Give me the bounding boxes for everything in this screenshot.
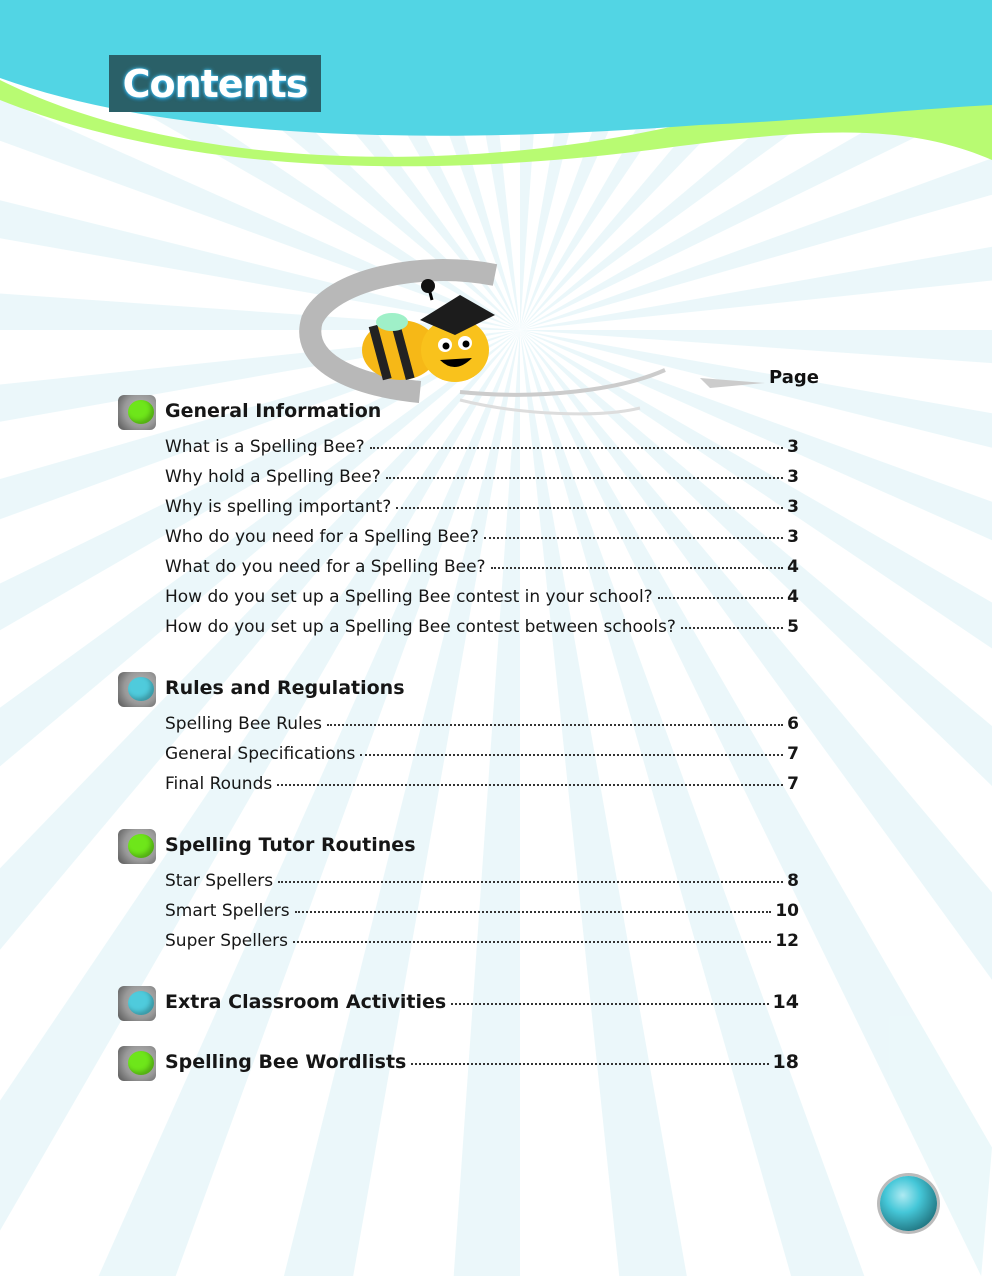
leader-dots bbox=[484, 537, 783, 539]
toc-entry-label: How do you set up a Spelling Bee contest between schools? bbox=[165, 617, 676, 637]
section-heading-label: General Information bbox=[165, 400, 382, 422]
section-heading[interactable] bbox=[165, 400, 799, 422]
toc-entry-label: Who do you need for a Spelling Bee? bbox=[165, 527, 479, 547]
page-number: 8 bbox=[787, 871, 799, 891]
page-number: 3 bbox=[787, 497, 799, 517]
toc-entry[interactable] bbox=[165, 587, 799, 607]
leader-dots bbox=[327, 724, 783, 726]
leader-dots bbox=[293, 941, 771, 943]
toc-entry[interactable] bbox=[165, 901, 799, 921]
contents-title-banner bbox=[109, 55, 321, 112]
leader-dots bbox=[681, 627, 783, 629]
leader-dots bbox=[386, 477, 783, 479]
section-heading[interactable] bbox=[165, 1051, 799, 1073]
toc-entry[interactable] bbox=[165, 497, 799, 517]
toc-entry[interactable] bbox=[165, 744, 799, 764]
section-heading[interactable] bbox=[165, 991, 799, 1013]
toc-entry[interactable] bbox=[165, 617, 799, 637]
toc-entry-label: What do you need for a Spelling Bee? bbox=[165, 557, 486, 577]
page-number: 18 bbox=[772, 1051, 799, 1073]
leader-dots bbox=[451, 1003, 768, 1005]
page-number: 3 bbox=[787, 467, 799, 487]
page-number: 6 bbox=[787, 714, 799, 734]
page-number: 14 bbox=[772, 991, 799, 1013]
toc-entry[interactable] bbox=[165, 527, 799, 547]
toc-entry[interactable] bbox=[165, 931, 799, 951]
toc-entry[interactable] bbox=[165, 774, 799, 794]
page-number: 3 bbox=[787, 437, 799, 457]
toc-entry-label: What is a Spelling Bee? bbox=[165, 437, 365, 457]
leader-dots bbox=[278, 881, 783, 883]
cyan-bullet-icon bbox=[118, 986, 156, 1021]
leader-dots bbox=[277, 784, 783, 786]
leader-dots bbox=[295, 911, 772, 913]
section-heading-label: Rules and Regulations bbox=[165, 677, 405, 699]
page-number: 7 bbox=[787, 744, 799, 764]
page-number: 7 bbox=[787, 774, 799, 794]
section-heading-label: Spelling Bee Wordlists bbox=[165, 1051, 407, 1073]
cyan-bullet-icon bbox=[118, 672, 156, 707]
page-number: 4 bbox=[787, 557, 799, 577]
section-heading[interactable] bbox=[165, 834, 799, 856]
toc-entry-label: How do you set up a Spelling Bee contest in your school? bbox=[165, 587, 653, 607]
leader-dots bbox=[658, 597, 783, 599]
page-number: 10 bbox=[775, 901, 799, 921]
toc-entry-label: Smart Spellers bbox=[165, 901, 290, 921]
toc-entry[interactable] bbox=[165, 557, 799, 577]
toc-entry[interactable] bbox=[165, 871, 799, 891]
green-bullet-icon bbox=[118, 829, 156, 864]
page-column-label: Page bbox=[769, 367, 819, 388]
section-heading[interactable] bbox=[165, 677, 799, 699]
toc-entry-label: Super Spellers bbox=[165, 931, 289, 951]
section-heading-label: Extra Classroom Activities bbox=[165, 991, 447, 1013]
toc-entry-label: Spelling Bee Rules bbox=[165, 714, 323, 734]
toc-entry-label: Why hold a Spelling Bee? bbox=[165, 467, 381, 487]
section-heading-label: Spelling Tutor Routines bbox=[165, 834, 416, 856]
toc-entry[interactable] bbox=[165, 714, 799, 734]
toc-entry-label: Final Rounds bbox=[165, 774, 273, 794]
toc-entry-label: General Specifications bbox=[165, 744, 356, 764]
leader-dots bbox=[360, 754, 783, 756]
page-number: 5 bbox=[787, 617, 799, 637]
contents-title: Contents bbox=[122, 61, 308, 106]
green-bullet-icon bbox=[118, 395, 156, 430]
page-corner-ball-decoration bbox=[880, 1176, 937, 1231]
toc-entry-label: Star Spellers bbox=[165, 871, 274, 891]
page-number: 4 bbox=[787, 587, 799, 607]
leader-dots bbox=[370, 447, 783, 449]
leader-dots bbox=[491, 567, 784, 569]
leader-dots bbox=[396, 507, 783, 509]
leader-dots bbox=[411, 1063, 768, 1065]
toc-entry[interactable] bbox=[165, 467, 799, 487]
toc-entry-label: Why is spelling important? bbox=[165, 497, 392, 517]
page-number: 3 bbox=[787, 527, 799, 547]
page-number: 12 bbox=[775, 931, 799, 951]
green-bullet-icon bbox=[118, 1046, 156, 1081]
toc-entry[interactable] bbox=[165, 437, 799, 457]
